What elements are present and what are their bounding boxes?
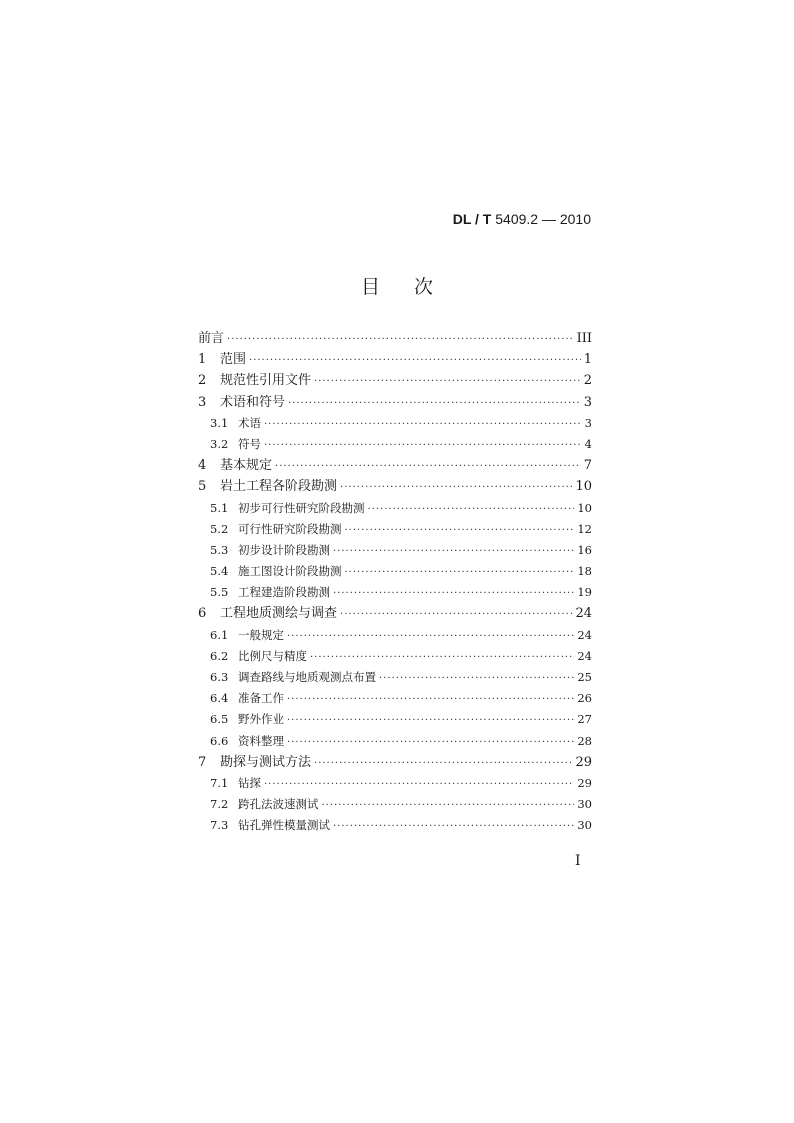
toc-entry-label: 钻探	[238, 775, 261, 790]
toc-entry-label: 术语	[238, 415, 261, 430]
toc-entry-number: 5.5	[210, 585, 229, 600]
toc-entry-number: 6.5	[210, 712, 229, 727]
toc-entry[interactable]	[198, 476, 592, 497]
toc-entry-number: 7.1	[210, 775, 229, 790]
toc-entry-page: 12	[577, 521, 592, 536]
toc-entry[interactable]	[198, 731, 592, 752]
toc-title	[0, 272, 794, 299]
toc-leader-dots	[333, 541, 574, 561]
toc-entry-number: 6.1	[210, 627, 229, 642]
toc-entry-label: 初步可行性研究阶段勘测	[238, 500, 365, 515]
toc-entry-number: 3.2	[210, 436, 229, 451]
toc-entry-label: 符号	[238, 436, 261, 451]
toc-entry-label: 工程地质测绘与调查	[220, 606, 338, 622]
toc-entry-page: 16	[577, 542, 592, 557]
toc-entry-label: 勘探与测试方法	[220, 754, 312, 770]
toc-entry[interactable]	[198, 498, 592, 519]
toc-entry[interactable]	[198, 328, 592, 349]
toc-leader-dots	[345, 562, 575, 582]
toc-entry-number: 4	[198, 458, 207, 474]
toc-entry-page: 1	[583, 352, 592, 368]
toc-entry[interactable]	[198, 625, 592, 646]
toc-entry-page: 3	[583, 394, 592, 410]
toc-entry[interactable]	[198, 667, 592, 688]
toc-entry-number: 5.2	[210, 521, 229, 536]
toc-entry-page: 29	[577, 775, 592, 790]
toc-entry-page: 18	[577, 564, 592, 579]
toc-entry-label: 资料整理	[238, 733, 284, 748]
toc-leader-dots	[288, 393, 581, 413]
toc-entry-page: 3	[584, 415, 592, 430]
toc-entry[interactable]	[198, 370, 592, 391]
toc-entry-page: 30	[577, 797, 592, 812]
toc-entry-label: 前言	[198, 331, 225, 346]
toc-entry-label: 野外作业	[238, 712, 284, 727]
toc-entry[interactable]	[198, 815, 592, 836]
toc-entry-number: 6.2	[210, 648, 229, 663]
toc-entry[interactable]	[198, 561, 592, 582]
toc-leader-dots	[333, 816, 574, 836]
toc-title-part2: 次	[414, 276, 434, 298]
toc-entry-page: 19	[577, 585, 592, 600]
standard-code-header	[453, 211, 591, 227]
toc-entry-number: 5.4	[210, 564, 229, 579]
toc-entry[interactable]	[198, 349, 592, 370]
toc-entry-page: 24	[577, 627, 592, 642]
toc-entry-label: 钻孔弹性模量测试	[238, 818, 330, 833]
toc-leader-dots	[345, 520, 575, 540]
toc-entry-page: III	[576, 331, 592, 346]
toc-entry[interactable]	[198, 688, 592, 709]
toc-entry[interactable]	[198, 540, 592, 561]
toc-entry-number: 6.3	[210, 670, 229, 684]
toc-entry[interactable]	[198, 646, 592, 667]
toc-leader-dots	[322, 795, 575, 815]
toc-entry-page: 10	[575, 479, 592, 495]
toc-entry-page: 29	[575, 754, 592, 770]
toc-entry-label: 调查路线与地质观测点布置	[238, 670, 376, 684]
toc-entry-page: 7	[583, 458, 592, 474]
toc-entry[interactable]	[198, 413, 592, 434]
toc-leader-dots	[310, 647, 574, 667]
toc-leader-dots	[249, 350, 581, 370]
page-number: I	[575, 853, 581, 869]
toc-entry-number: 7.3	[210, 818, 229, 833]
toc-entry-page: 2	[583, 373, 592, 389]
toc-entry-page: 28	[577, 733, 592, 748]
toc-entry-label: 规范性引用文件	[220, 373, 312, 389]
toc-leader-dots	[287, 710, 574, 730]
table-of-contents	[198, 328, 592, 837]
toc-entry[interactable]	[198, 434, 592, 455]
toc-leader-dots	[314, 753, 572, 773]
toc-entry-page: 10	[577, 500, 592, 515]
toc-entry-page: 24	[577, 648, 592, 663]
toc-entry-number: 3.1	[210, 415, 229, 430]
toc-entry-number: 7.2	[210, 797, 229, 812]
toc-leader-dots	[264, 414, 582, 434]
toc-entry-label: 准备工作	[238, 691, 284, 706]
toc-entry-label: 初步设计阶段勘测	[238, 542, 330, 557]
toc-entry-number: 5.3	[210, 542, 229, 557]
toc-leader-dots	[227, 329, 574, 349]
toc-leader-dots	[264, 435, 582, 455]
toc-entry-number: 3	[198, 394, 207, 410]
toc-entry-page: 30	[577, 818, 592, 833]
toc-entry-label: 可行性研究阶段勘测	[238, 521, 342, 536]
toc-entry-page: 25	[577, 670, 592, 684]
toc-leader-dots	[287, 689, 574, 709]
toc-leader-dots	[368, 499, 575, 519]
toc-leader-dots	[264, 774, 574, 794]
toc-entry[interactable]	[198, 794, 592, 815]
toc-entry[interactable]	[198, 709, 592, 730]
toc-leader-dots	[340, 604, 572, 624]
toc-leader-dots	[340, 477, 572, 497]
toc-entry[interactable]	[198, 752, 592, 773]
toc-entry-number: 6.4	[210, 691, 229, 706]
toc-leader-dots	[287, 732, 574, 752]
toc-leader-dots	[287, 626, 574, 646]
toc-entry-label: 施工图设计阶段勘测	[238, 564, 342, 579]
toc-entry-label: 工程建造阶段勘测	[238, 585, 330, 600]
toc-entry-number: 1	[198, 352, 207, 368]
toc-entry-number: 6	[198, 606, 207, 622]
toc-entry[interactable]	[198, 519, 592, 540]
toc-entry-number: 5	[198, 479, 207, 495]
toc-entry[interactable]	[198, 603, 592, 624]
toc-entry-page: 4	[584, 436, 592, 451]
toc-leader-dots	[333, 583, 574, 603]
toc-entry[interactable]	[198, 392, 592, 413]
toc-entry-label: 术语和符号	[220, 394, 286, 410]
toc-entry-number: 2	[198, 373, 207, 389]
toc-leader-dots	[379, 668, 574, 688]
toc-entry[interactable]	[198, 582, 592, 603]
toc-entry[interactable]	[198, 455, 592, 476]
toc-entry-label: 一般规定	[238, 627, 284, 642]
standard-code-number: 5409.2 — 2010	[495, 211, 591, 227]
toc-entry-page: 24	[575, 606, 592, 622]
toc-entry-page: 27	[577, 712, 592, 727]
toc-entry-number: 5.1	[210, 500, 229, 515]
toc-entry-page: 26	[577, 691, 592, 706]
toc-leader-dots	[314, 371, 581, 391]
toc-title-part1: 目	[360, 276, 380, 298]
standard-code-prefix: DL / T	[452, 211, 492, 227]
toc-entry-label: 跨孔法波速测试	[238, 797, 319, 812]
toc-entry-label: 岩土工程各阶段勘测	[220, 479, 338, 495]
toc-leader-dots	[275, 456, 581, 476]
toc-entry-label: 基本规定	[220, 458, 273, 474]
toc-entry-label: 范围	[220, 352, 247, 368]
toc-entry-label: 比例尺与精度	[238, 648, 307, 663]
toc-entry[interactable]	[198, 773, 592, 794]
toc-entry-number: 6.6	[210, 733, 229, 748]
toc-entry-number: 7	[198, 754, 207, 770]
